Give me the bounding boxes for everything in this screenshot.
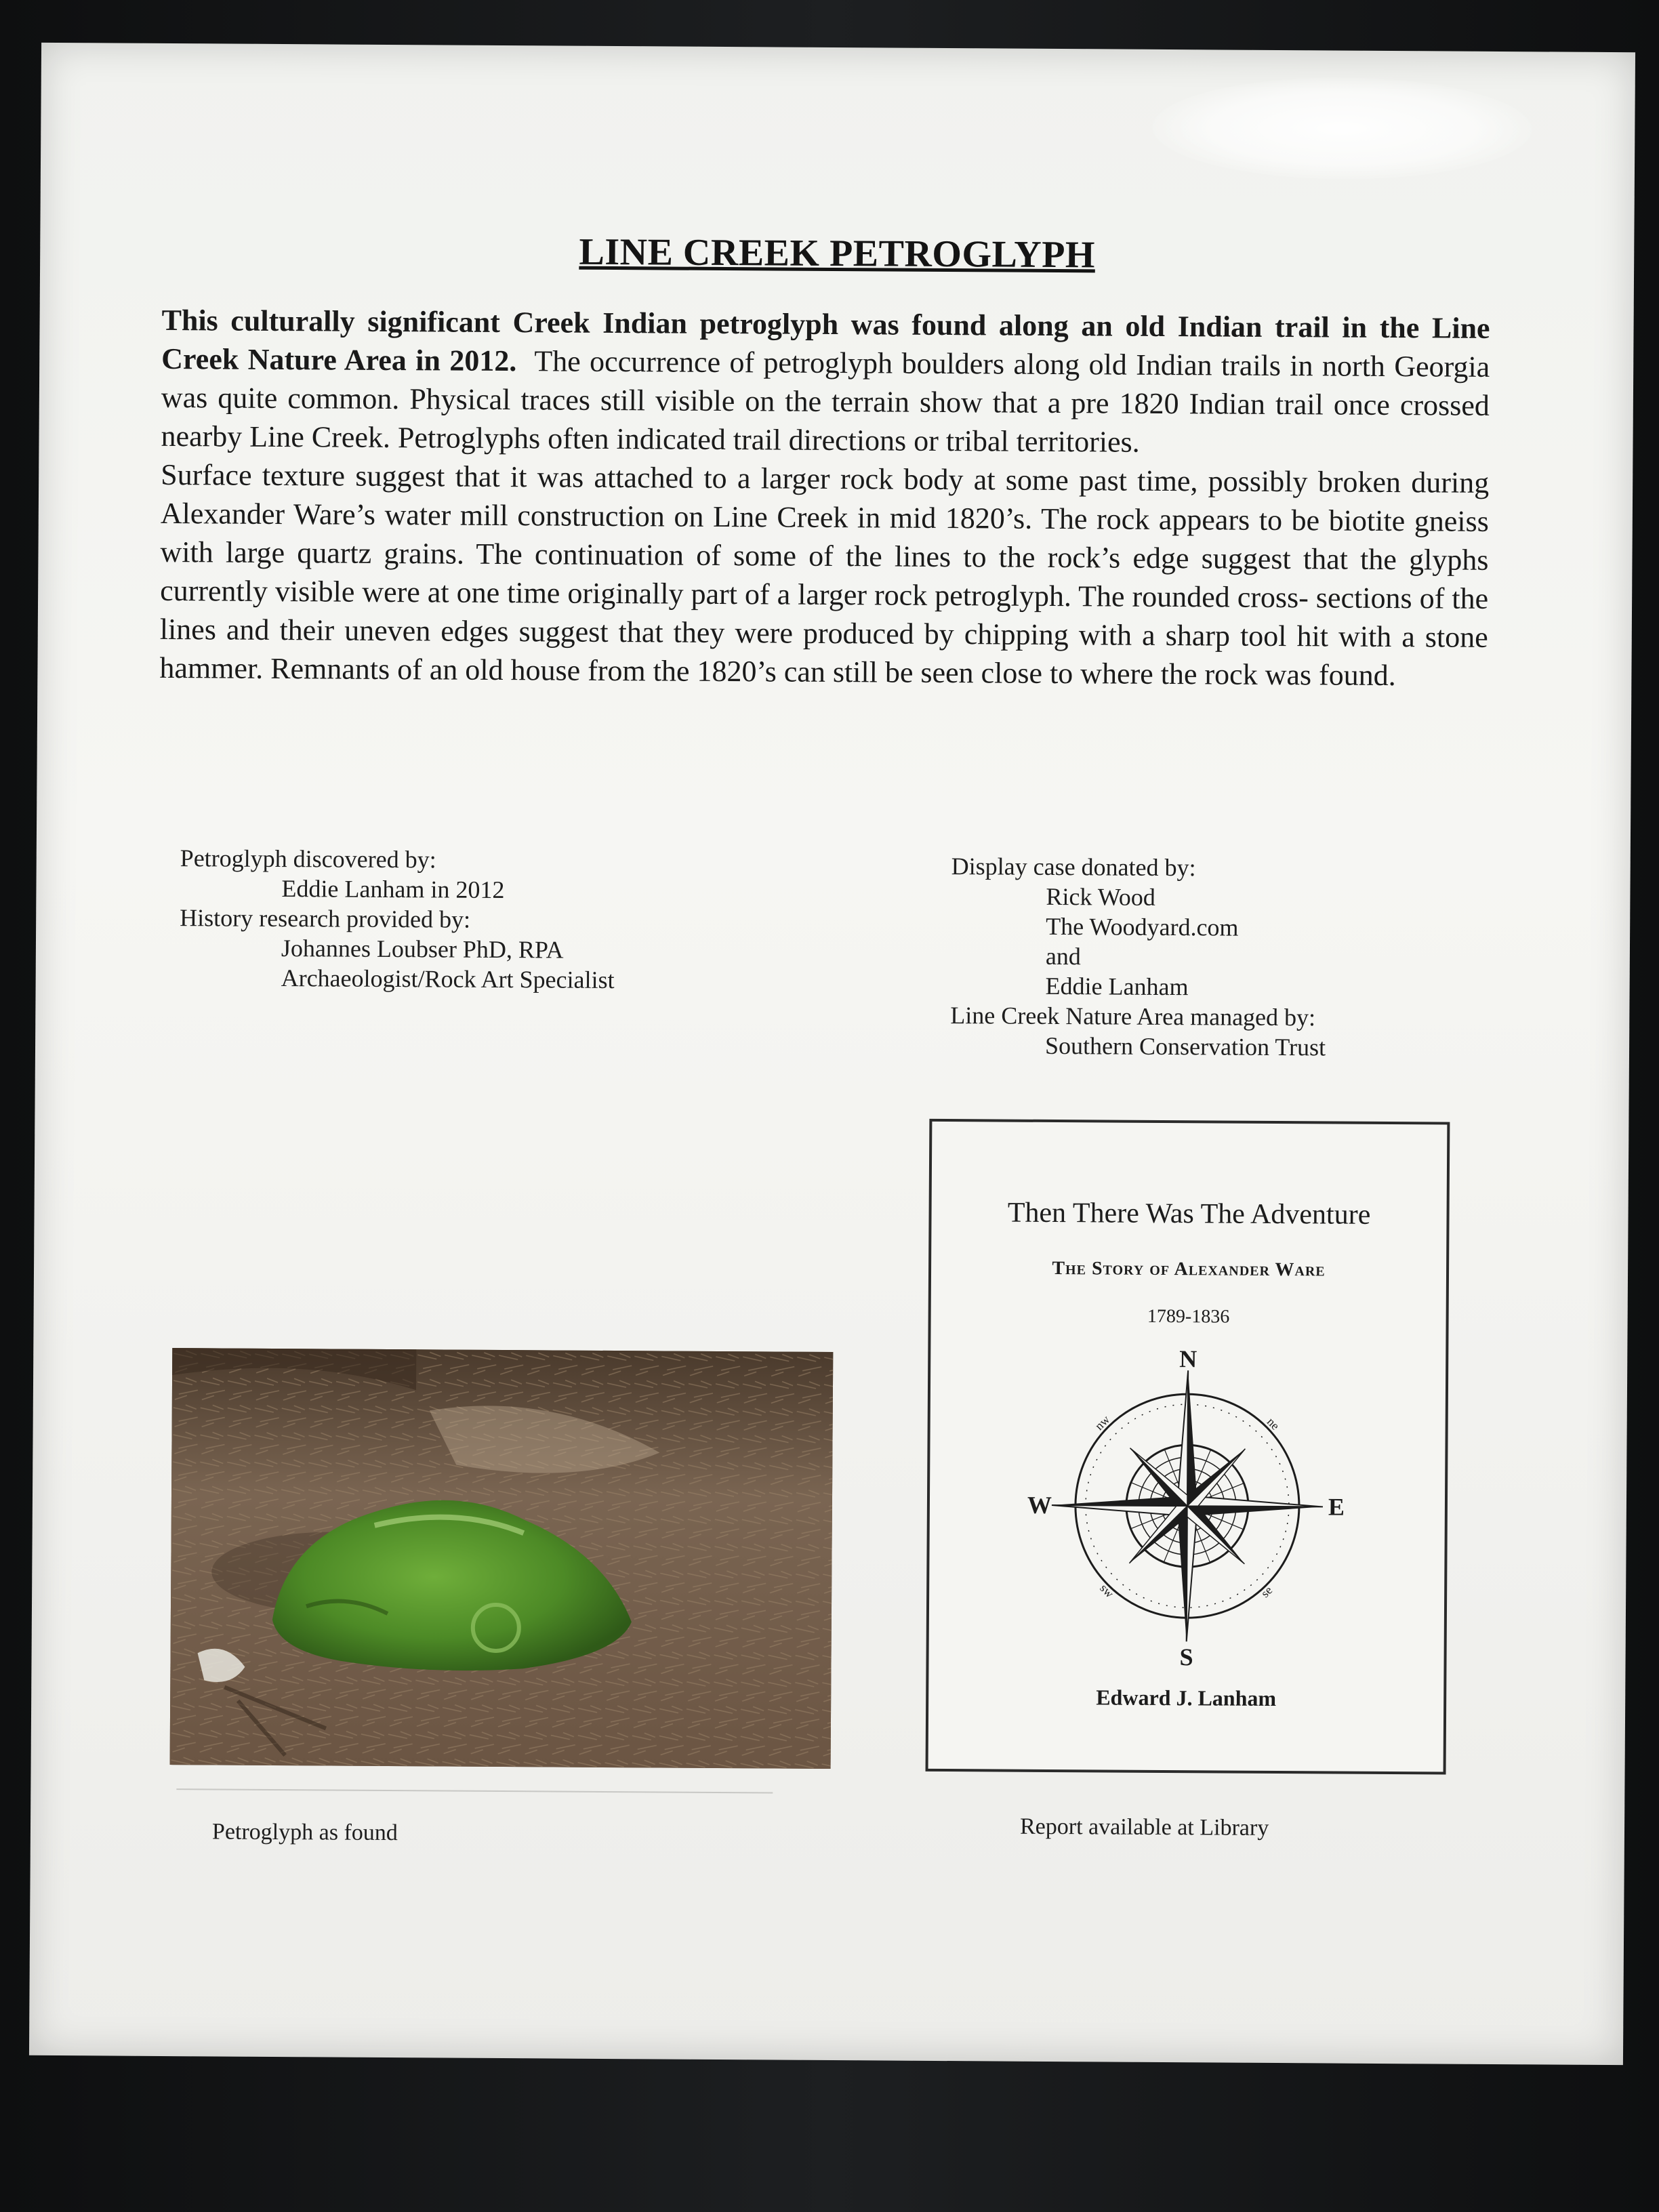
discovered-label: Petroglyph discovered by: [180,844,436,874]
book-author: Edward J. Lanham [1096,1685,1277,1711]
sign-title: LINE CREEK PETROGLYPH [579,230,1096,276]
book-years: 1789-1836 [1147,1305,1230,1328]
book-title: Then There Was The Adventure [1007,1197,1371,1231]
donor-1: Rick Wood [1046,882,1155,911]
compass-nw: nw [1092,1412,1113,1433]
managed-label: Line Creek Nature Area managed by: [950,1002,1316,1031]
compass-ne: ne [1264,1414,1283,1433]
light-glare [1152,77,1532,180]
book-subtitle: The Story of Alexander Ware [1052,1257,1326,1281]
research-name: Johannes Loubser PhD, RPA [281,935,564,964]
donor-2: The Woodyard.com [1046,912,1239,941]
compass-se: se [1258,1583,1275,1601]
donor-conjunction: and [1045,942,1081,970]
photo-caption: Petroglyph as found [211,1819,398,1846]
sign-body [159,301,1490,695]
credits-left [180,843,615,995]
compass-s: S [1179,1643,1193,1671]
paragraph-1-lead: This culturally significant Creek Indian petroglyph was found along an old Indian trail in the Line Creek Nature Area in 2012. [161,303,1490,378]
research-label: History research provided by: [180,904,471,933]
compass-e: E [1328,1493,1345,1521]
book-cover [926,1119,1450,1775]
donor-3: Eddie Lanham [1045,972,1189,1001]
petroglyph-photo [170,1348,834,1769]
compass-w: W [1027,1491,1052,1519]
framed-sign [29,43,1635,2065]
compass-n: N [1179,1345,1197,1373]
research-title: Archaeologist/Rock Art Specialist [281,964,615,994]
paragraph-1-rest: The occurrence of petroglyph boulders along old Indian trails in north Georgia was quite common. Physical traces still visible on the terrain show that a pre 1820 Indian trail once crossed nearby Line Creek. Petroglyphs often indicated trail directions or tribal territories. [161,344,1490,459]
donated-label: Display case donated by: [951,853,1196,882]
paragraph-2: Surface texture suggest that it was attached to a larger rock body at some past time, possibly broken during Alexander Ware’s water mill construction on Line Creek in mid 1820’s. The rock appears to be biotite gneiss with large quartz grains. The continuation of some of the lines to the rock’s edge suggest that the glyphs currently visible were at one time originally part of a larger rock petroglyph. The rounded cross- sections of the lines and their uneven edges suggest that they were produced by chipping with a sharp tool hit with a stone hammer. Remnants of an old house from the 1820’s can still be seen close to where the rock was found. [159,457,1490,693]
managed-value: Southern Conservation Trust [1044,1031,1326,1061]
photo-divider [176,1788,773,1793]
credits-right [950,851,1327,1062]
book-caption: Report available at Library [1019,1814,1269,1841]
discovered-value: Eddie Lanham in 2012 [281,875,505,904]
compass-sw: sw [1097,1581,1117,1601]
paragraph-1 [161,301,1490,464]
compass-rose-icon [1027,1343,1345,1671]
